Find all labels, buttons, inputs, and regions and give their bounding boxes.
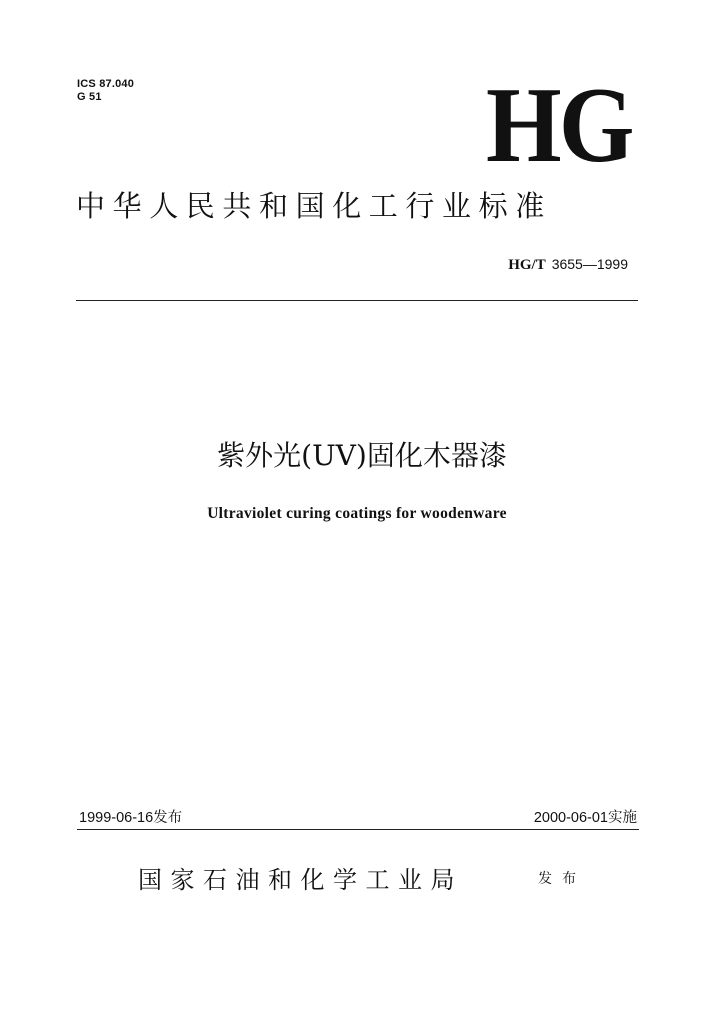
implement-date: 2000-06-01实施 (533, 810, 637, 826)
document-title-cn: 紫外光(UV)固化木器漆 (217, 439, 507, 472)
hg-logo: HG (486, 66, 632, 185)
standard-code (508, 255, 628, 274)
issued-label: 发布 (538, 871, 586, 887)
bottom-divider (77, 829, 639, 830)
ccs-code: G 51 (77, 91, 102, 103)
ics-code: ICS 87.040 (77, 78, 135, 90)
top-divider (76, 300, 638, 301)
standard-code-prefix: HG/T (508, 257, 546, 273)
standard-code-number: 3655—1999 (551, 256, 628, 272)
issuing-authority: 国家石油和化学工业局 (138, 866, 463, 894)
classification-codes (77, 78, 134, 104)
document-title-en: Ultraviolet curing coatings for woodenware (207, 505, 507, 522)
issue-date: 1999-06-16发布 (79, 810, 183, 826)
standard-title: 中华人民共和国化工行业标准 (76, 189, 552, 223)
